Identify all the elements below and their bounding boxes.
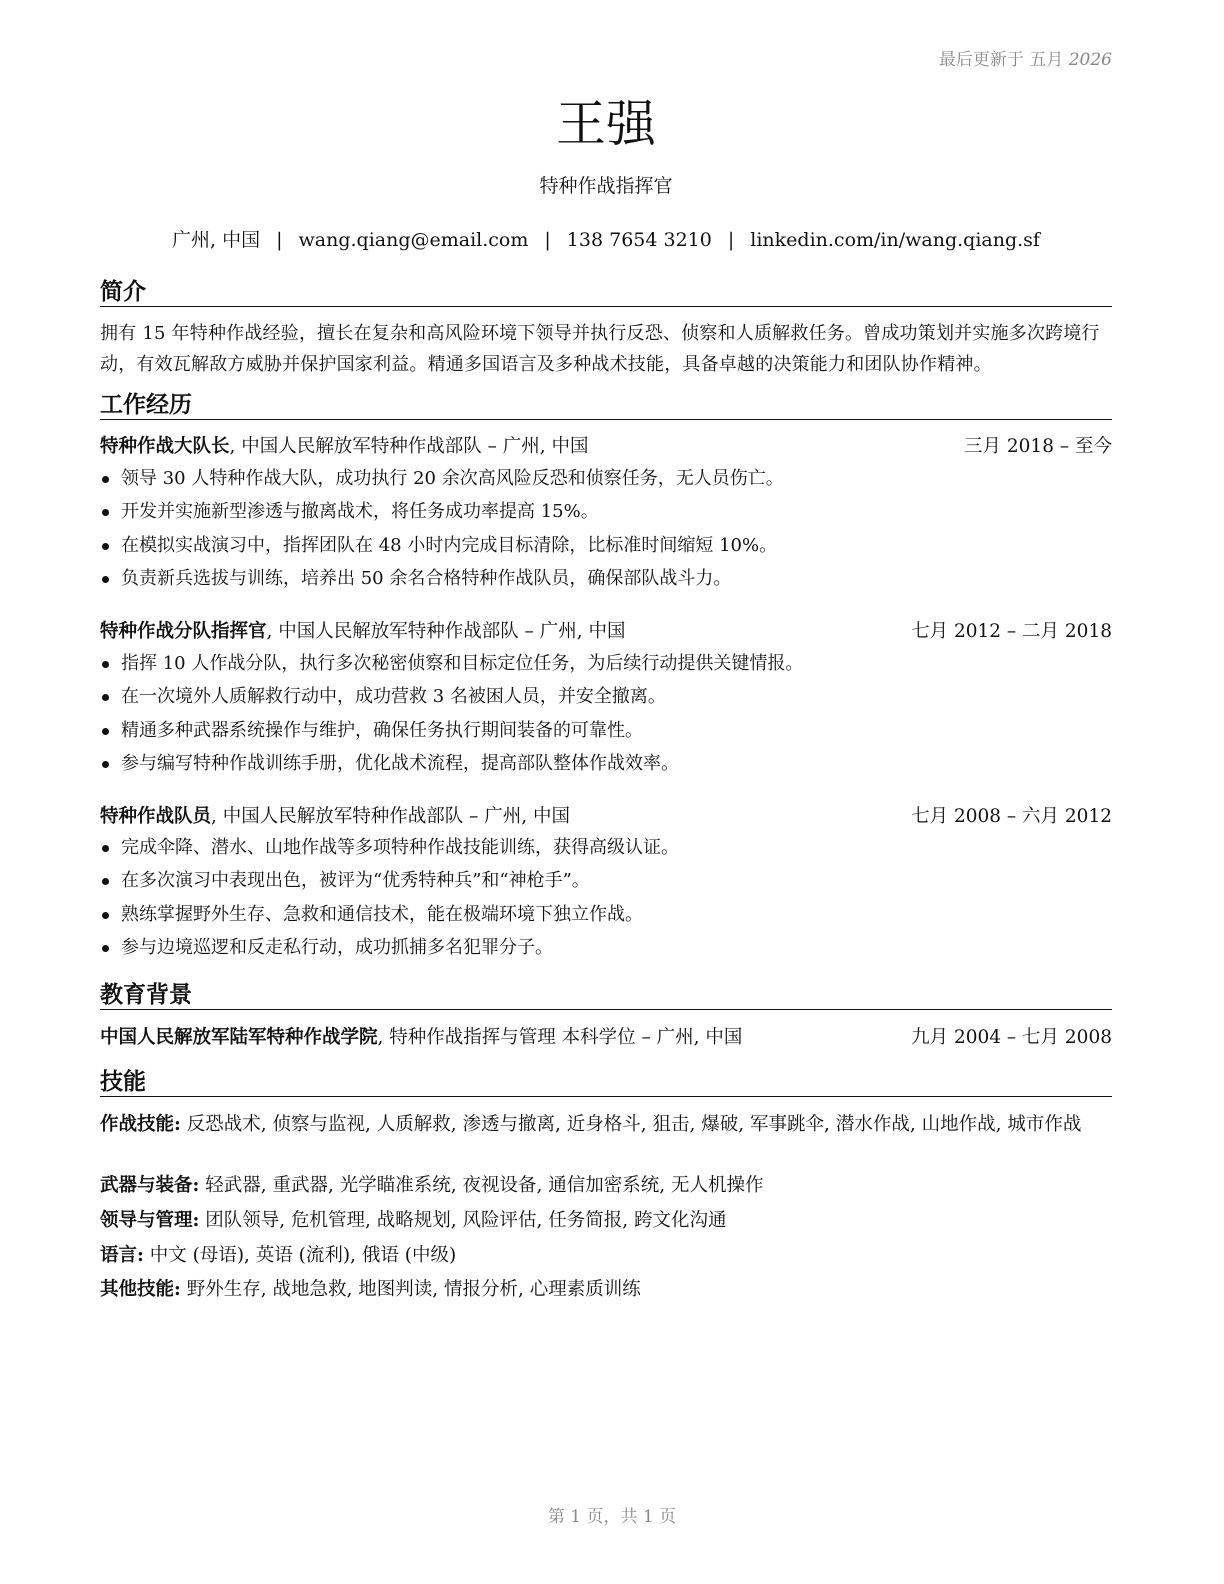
job-role: 特种作战队员 <box>100 806 212 827</box>
job-header <box>100 433 1112 461</box>
list-item <box>100 931 1112 964</box>
job-header <box>100 618 1112 646</box>
bullet-text: 在一次境外人质解救行动中，成功营救 3 名被困人员，并安全撤离。 <box>121 686 666 708</box>
list-item <box>100 495 1112 528</box>
list-item <box>100 864 1112 897</box>
job-org: , 中国人民解放军特种作战部队 – 广州, 中国 <box>211 806 571 827</box>
bullet-text: 在模拟实战演习中，指挥团队在 48 小时内完成目标清除，比标准时间缩短 10%。 <box>121 534 778 556</box>
skill-value: 中文 (母语), 英语 (流利), 俄语 (中级) <box>143 1245 457 1266</box>
bullet-icon <box>102 543 109 550</box>
candidate-title: 特种作战指挥官 <box>539 175 673 197</box>
bullet-text: 熟练掌握野外生存、急救和通信技术，能在极端环境下独立作战。 <box>121 903 643 925</box>
bullet-icon <box>102 694 109 701</box>
skill-row <box>100 1208 1112 1234</box>
bullet-icon <box>102 661 109 668</box>
contact-separator: | <box>727 229 735 251</box>
skill-row <box>100 1243 1112 1269</box>
bullet-icon <box>102 728 109 735</box>
contact-separator: | <box>276 229 283 251</box>
bullet-text: 精通多种武器系统操作与维护，确保任务执行期间装备的可靠性。 <box>121 719 643 741</box>
bullet-icon <box>102 576 109 583</box>
list-item <box>100 529 1112 562</box>
bullet-icon <box>102 845 109 852</box>
skill-label: 语言: <box>100 1245 144 1266</box>
list-item <box>100 747 1112 780</box>
section-heading-skills: 技能 <box>100 1068 1112 1097</box>
job-dates: 七月 2008 – 六月 2012 <box>911 806 1112 827</box>
skill-value: 轻武器, 重武器, 光学瞄准系统, 夜视设备, 通信加密系统, 无人机操作 <box>199 1175 764 1196</box>
bullet-text: 在多次演习中表现出色，被评为“优秀特种兵”和“神枪手”。 <box>121 870 590 892</box>
bullet-text: 领导 30 人特种作战大队，成功执行 20 余次高风险反恐和侦察任务，无人员伤亡。 <box>121 468 784 489</box>
section-heading-summary: 简介 <box>100 278 1112 307</box>
list-item <box>100 831 1112 864</box>
last-updated <box>939 45 1112 70</box>
bullet-text: 参与编写特种作战训练手册，优化战术流程，提高部队整体作战效率。 <box>121 752 679 774</box>
list-item <box>100 714 1112 747</box>
education-dates: 九月 2004 – 七月 2008 <box>911 1027 1112 1048</box>
bullet-icon <box>102 509 109 516</box>
list-item <box>100 562 1112 595</box>
candidate-name: 王强 <box>556 95 656 153</box>
education-school: 中国人民解放军陆军特种作战学院 <box>100 1027 378 1048</box>
job-org: , 中国人民解放军特种作战部队 – 广州, 中国 <box>229 436 589 457</box>
job-bullets <box>100 831 1112 964</box>
section-heading-experience: 工作经历 <box>100 391 1112 420</box>
bullet-text: 负责新兵选拔与训练，培养出 50 余名合格特种作战队员，确保部队战斗力。 <box>121 567 732 589</box>
contact-linkedin[interactable]: linkedin.com/in/wang.qiang.sf <box>750 229 1040 251</box>
job-bullets <box>100 647 1112 780</box>
last-updated-year: 2026 <box>1068 50 1112 70</box>
bullet-icon <box>102 912 109 919</box>
job-role: 特种作战分队指挥官 <box>100 621 267 642</box>
skill-value: 野外生存, 战地急救, 地图判读, 情报分析, 心理素质训练 <box>180 1279 641 1300</box>
job-header <box>100 803 1112 831</box>
job-dates: 三月 2018 – 至今 <box>964 436 1112 457</box>
education-entry <box>100 1024 1112 1052</box>
list-item <box>100 462 1112 495</box>
bullet-icon <box>102 761 109 768</box>
contact-email[interactable]: wang.qiang@email.com <box>298 229 529 251</box>
contact-phone[interactable]: 138 7654 3210 <box>566 229 712 251</box>
list-item <box>100 680 1112 713</box>
skill-row <box>100 1277 1112 1303</box>
bullet-text: 参与边境巡逻和反走私行动，成功抓捕多名犯罪分子。 <box>121 936 553 958</box>
skill-label: 武器与装备: <box>100 1175 200 1196</box>
skill-value: 团队领导, 危机管理, 战略规划, 风险评估, 任务简报, 跨文化沟通 <box>199 1210 727 1231</box>
skill-label: 其他技能: <box>100 1279 181 1300</box>
page-footer: 第 1 页，共 1 页 <box>547 1507 677 1527</box>
job-bullets <box>100 462 1112 595</box>
summary-text: 拥有 15 年特种作战经验，擅长在复杂和高风险环境下领导并执行反恐、侦察和人质解救任务。曾成功策划并实施多次跨境行动，有效瓦解敌方威胁并保护国家利益。精通多国语言及多种战术技能，具备卓越的决策能力和团队协作精神。 <box>100 323 1100 375</box>
last-updated-label: 最后更新于 <box>938 50 1024 70</box>
skill-row <box>100 1173 1112 1199</box>
list-item <box>100 647 1112 680</box>
bullet-icon <box>102 878 109 885</box>
list-item <box>100 898 1112 931</box>
skill-row <box>100 1112 1112 1138</box>
last-updated-month: 五月 <box>1029 50 1064 70</box>
education-detail: , 特种作战指挥与管理 本科学位 – 广州, 中国 <box>377 1027 743 1048</box>
bullet-icon <box>102 476 109 483</box>
bullet-text: 完成伞降、潜水、山地作战等多项特种作战技能训练，获得高级认证。 <box>121 837 679 858</box>
section-heading-education: 教育背景 <box>100 981 1112 1010</box>
job-org: , 中国人民解放军特种作战部队 – 广州, 中国 <box>266 621 626 642</box>
job-role: 特种作战大队长 <box>100 436 230 457</box>
skill-label: 领导与管理: <box>100 1210 200 1231</box>
bullet-text: 开发并实施新型渗透与撤离战术，将任务成功率提高 15%。 <box>121 501 599 523</box>
skill-value: 反恐战术, 侦察与监视, 人质解救, 渗透与撤离, 近身格斗, 狙击, 爆破, 军事跳伞, 潜水作战, 山地作战, 城市作战 <box>180 1114 1082 1135</box>
skill-label: 作战技能: <box>100 1114 181 1135</box>
contact-line <box>100 225 1112 252</box>
bullet-text: 指挥 10 人作战分队，执行多次秘密侦察和目标定位任务，为后续行动提供关键情报。 <box>121 653 804 674</box>
contact-separator: | <box>544 229 551 251</box>
bullet-icon <box>102 945 109 952</box>
contact-location: 广州, 中国 <box>172 229 261 251</box>
job-dates: 七月 2012 – 二月 2018 <box>911 621 1112 642</box>
